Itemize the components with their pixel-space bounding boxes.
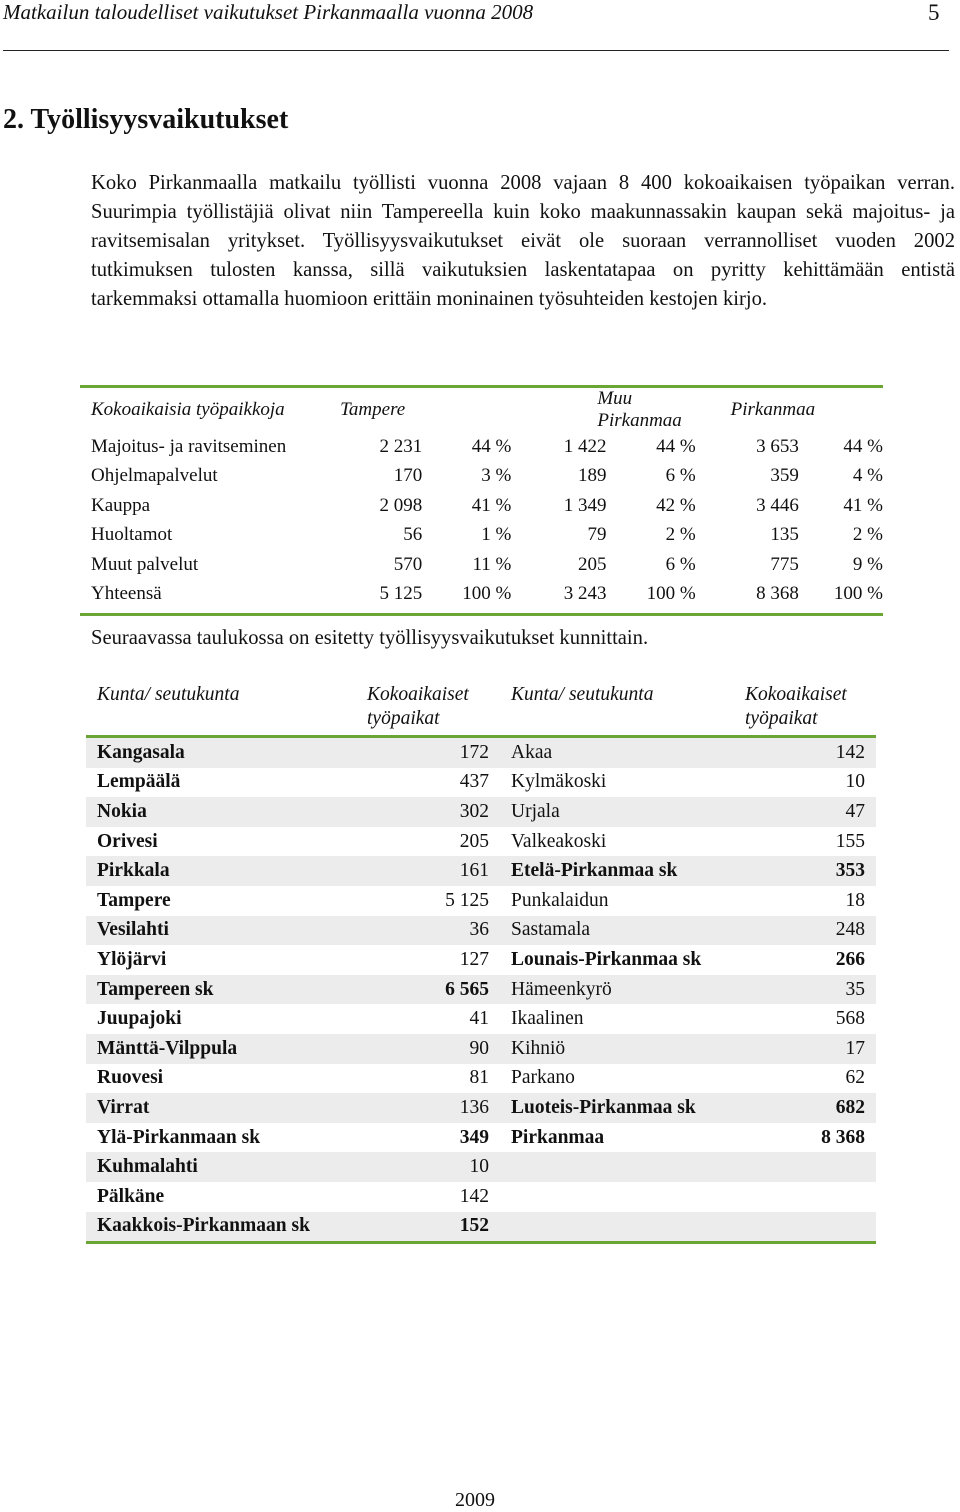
table-cell: Tampere [97,889,171,911]
table-cell: 142 [734,737,876,768]
table-cell: 1 349 [563,494,607,516]
column-header: Kokoaikaiset työpaikat [734,683,876,737]
table-row [86,797,876,827]
table-cell: 205 [459,830,489,852]
column-header: Pirkanmaa [730,399,816,420]
table-cell: 44 % [656,435,696,457]
table-cell: 266 [835,948,865,970]
table-row [86,737,876,768]
table-cell: Luoteis-Pirkanmaa sk [500,1093,734,1123]
column-header: Tampere [340,399,406,420]
table-row [86,886,876,916]
table-cell: 3 243 [563,583,607,605]
table-header-row [80,387,883,433]
table-row [86,1212,876,1243]
table-cell: 353 [734,856,876,886]
column-header: Kokoaikaisia työpaikkoja [91,399,285,420]
table-cell: 8 368 [821,1126,865,1148]
footer-year: 2009 [455,1489,495,1511]
table-cell: 205 [578,553,607,575]
table-cell: Sastamala [500,916,734,946]
table-cell: 11 % [472,553,512,575]
table-cell: 5 125 [445,889,489,911]
table-cell: 3 653 [756,435,799,457]
table-cell: 90 [356,1034,500,1064]
table-cell: 56 [403,524,423,546]
table-row [86,975,876,1005]
table-cell: Kylmäkoski [511,771,607,793]
table-row [86,1034,876,1064]
page-number: 5 [928,0,940,25]
header-title: Matkailun taloudelliset vaikutukset Pirkanmaalla vuonna 2008 [3,0,534,24]
column-header: Kunta/ seutukunta [500,683,734,737]
table-cell: Hämeenkyrö [500,975,734,1005]
table-cell [500,1152,734,1182]
table-cell: 6 % [665,553,696,575]
table-cell: 42 % [656,494,696,516]
table-cell: Kuhmalahti [86,1152,356,1182]
table-cell: 4 % [852,465,883,487]
table-row [86,768,876,798]
table-cell: Ruovesi [97,1067,164,1089]
table-cell: Ohjelmapalvelut [91,465,218,487]
table-cell: 6 565 [356,975,500,1005]
table-cell: 775 [770,553,799,575]
table-cell: Kihniö [500,1034,734,1064]
table-cell: 8 368 [756,583,799,605]
table-total-row [80,580,883,615]
column-header: Kunta/ seutukunta [86,683,356,737]
table-cell [734,1152,876,1182]
table-row [80,432,883,462]
table-cell: 2 098 [379,494,423,516]
table-row [86,1064,876,1094]
table-row [86,1123,876,1153]
section-title: 2. Työllisyysvaikutukset [3,104,289,135]
table-cell: 1 % [481,524,512,546]
table-cell: 35 [734,975,876,1005]
table-cell: 172 [356,737,500,768]
intro-paragraph: Koko Pirkanmaalla matkailu työllisti vuonna 2008 vajaan 8 400 kokoaikaisen työpaikan verran. Suurimpia työllistäjiä olivat niin Tampereella kuin koko maakunnassakin kaupan sekä majoitus- ja ravitsemisalan yritykset. Työllisyysvaikutukset eivät ole suoraan verrannolliset vuoden 2002 tutkimuksen tulosten kanssa, sillä vaikutuksien laskentatapaa on pyritty kehittämään entistä tarkemmaksi ottamalla huomioon erittäin moninainen työsuhteiden kestojen kirjo. [91,172,955,310]
table-cell: Muut palvelut [91,553,199,575]
table-cell: Ylä-Pirkanmaan sk [97,1126,261,1148]
table-cell: 41 [469,1008,489,1030]
table-cell: 2 231 [379,435,423,457]
column-header: Kokoaikaiset työpaikat [356,683,500,737]
table-cell: Yhteensä [91,583,162,605]
table-cell: 359 [770,465,799,487]
table-cell: 189 [578,465,607,487]
table-row [86,945,876,975]
table-cell: 155 [835,830,865,852]
table-cell: 44 % [843,435,883,457]
table-cell: 349 [459,1126,489,1148]
table-cell: 142 [459,1185,489,1207]
table-cell: 161 [356,856,500,886]
table-cell: Lounais-Pirkanmaa sk [511,948,702,970]
table-cell: 2 % [665,524,696,546]
table-cell: 36 [356,916,500,946]
table-cell: 100 % [833,583,883,605]
table-cell: 79 [587,524,607,546]
table-row [86,1152,876,1182]
table-cell: Kaakkois-Pirkanmaan sk [86,1212,356,1243]
table-cell: Punkalaidun [511,889,609,911]
table-intro-paragraph: Seuraavassa taulukossa on esitetty työllisyysvaikutukset kunnittain. [91,627,649,649]
table-row [86,916,876,946]
table-cell [734,1212,876,1243]
table-row [86,1004,876,1034]
table-cell: Ylöjärvi [97,948,167,970]
table-cell [500,1212,734,1243]
table-cell [734,1182,876,1212]
table-cell: 170 [393,465,423,487]
table-cell: 100 % [462,583,512,605]
table-cell: 152 [356,1212,500,1243]
table-cell: 437 [459,771,489,793]
table-row [80,462,883,492]
table-cell: Urjala [500,797,734,827]
table-cell: Mänttä-Vilppula [86,1034,356,1064]
table-cell: 1 422 [563,435,607,457]
table-cell: 17 [734,1034,876,1064]
table-cell: Pirkanmaa [511,1126,605,1148]
table-row [86,827,876,857]
table-cell: 47 [734,797,876,827]
page-header [0,0,960,52]
table-cell: 3 % [481,465,512,487]
table-row [80,521,883,551]
employment-by-sector-table [80,385,883,616]
table-header-row [86,683,876,737]
table-cell: Etelä-Pirkanmaa sk [500,856,734,886]
table-cell: 570 [393,553,423,575]
table-cell: 682 [734,1093,876,1123]
table-cell: Kangasala [86,737,356,768]
table-cell: Valkeakoski [511,830,607,852]
table-cell: 5 125 [379,583,423,605]
table-cell: 6 % [665,465,696,487]
table-cell: 10 [356,1152,500,1182]
table-cell: 41 % [471,494,512,516]
table-cell: Akaa [500,737,734,768]
table-cell [500,1182,734,1212]
table-cell: 18 [845,889,865,911]
table-cell: Huoltamot [91,524,173,546]
employment-by-municipality-table [86,683,876,1244]
table-cell: Vesilahti [86,916,356,946]
table-cell: 62 [845,1067,865,1089]
table-row [80,491,883,521]
table-cell: 135 [770,524,799,546]
table-cell: 44 % [471,435,512,457]
header-divider [3,50,949,51]
table-cell: 568 [835,1008,865,1030]
table-cell: Juupajoki [97,1008,182,1030]
column-header: Muu Pirkanmaa [597,388,682,431]
table-cell: Tampereen sk [86,975,356,1005]
table-cell: 248 [734,916,876,946]
table-row [80,550,883,580]
table-cell: Ikaalinen [511,1008,584,1030]
table-cell: 81 [469,1067,489,1089]
table-cell: 100 % [646,583,696,605]
table-cell: 302 [356,797,500,827]
table-cell: Virrat [86,1093,356,1123]
table-cell: 10 [845,771,865,793]
table-cell: Kauppa [91,494,151,516]
table-cell: Pirkkala [86,856,356,886]
table-row [86,856,876,886]
table-cell: Nokia [86,797,356,827]
table-cell: 41 % [843,494,883,516]
table-cell: Majoitus- ja ravitseminen [91,435,287,457]
table-row [86,1182,876,1212]
table-cell: Lempäälä [97,771,181,793]
table-cell: 2 % [852,524,883,546]
table-cell: 3 446 [756,494,799,516]
table-cell: 127 [459,948,489,970]
table-cell: Orivesi [97,830,158,852]
table-cell: 9 % [852,553,883,575]
table-row [86,1093,876,1123]
table-cell: Parkano [511,1067,575,1089]
table-cell: Pälkäne [97,1185,165,1207]
table-cell: 136 [356,1093,500,1123]
